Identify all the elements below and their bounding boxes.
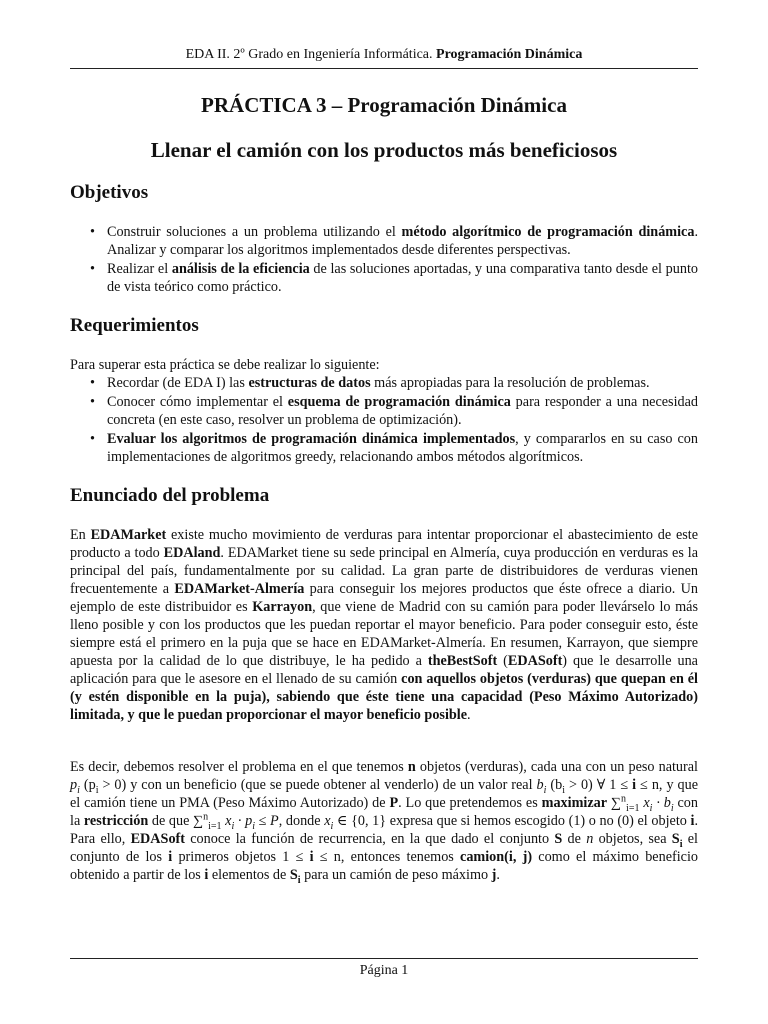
- text: para un camión de peso máximo: [300, 867, 492, 883]
- text: , que viene de Madrid con su camión para poder llevárselo lo más lleno posible y con los productos que les puedan reportar el mayor beneficio. Para poder conseguir esto, éste siempre está el primero en la puja que se hace en EDAMarket-Almería. En resumen, Karrayon, que siempre apuesta por la calidad de lo que distribuye, le ha pedido a: [70, 599, 698, 669]
- bullet-icon: •: [90, 394, 95, 410]
- math-sub: i: [543, 784, 547, 796]
- math-var: b: [536, 777, 544, 793]
- item-text: . Analizar y comparar los algoritmos implementados desde diferentes perspectivas.: [107, 224, 698, 258]
- emphasis: n: [407, 759, 416, 775]
- section-heading-requerimientos: Requerimientos: [70, 315, 199, 336]
- requerimientos-content: [70, 356, 698, 467]
- bullet-icon: •: [90, 261, 95, 277]
- text: (p: [79, 777, 96, 793]
- page-header: [70, 46, 698, 64]
- bullet-icon: •: [90, 431, 95, 447]
- math-var: · b: [652, 795, 671, 811]
- item-text: para responder a una necesidad concreta (en este caso, resolver un problema de optimización).: [107, 394, 699, 428]
- emphasis: S: [671, 831, 680, 847]
- sum-symbol: ∑: [193, 813, 204, 829]
- math-sub: i: [95, 784, 99, 796]
- text: objetos (verduras), cada una con un peso natural: [415, 759, 698, 775]
- item-text: , y compararlos en su caso con implementaciones de algoritmos greedy, relacionando ambos métodos algorítmicos.: [107, 431, 698, 465]
- emphasis: con aquellos objetos (verduras) que quepan en él (y estén disponible en la puja), sabiendo que éste tiene una capacidad (Peso Máximo Autorizado) limitada, y que le puedan proporcionar el mayor beneficio posible: [70, 671, 698, 723]
- emphasis: EDASoft: [130, 831, 185, 847]
- text: ∈ {0, 1} expresa que si hemos escogido (1) o no (0) el objeto: [333, 813, 691, 829]
- page-title: PRÁCTICA 3 – Programación Dinámica: [201, 93, 567, 117]
- emphasis: i: [168, 849, 173, 865]
- math-var: ≤ P: [254, 813, 279, 829]
- math-sub: i: [231, 820, 235, 832]
- emphasis: EDAMarket: [90, 527, 167, 543]
- objetivos-list: [70, 223, 698, 296]
- text: . Lo que pretendemos es: [398, 795, 542, 811]
- text: como el máximo beneficio obtenido a partir de los: [70, 849, 698, 883]
- enunciado-paragraph-2: [70, 758, 698, 884]
- item-emphasis: Evaluar los algoritmos de programación dinámica implementados: [107, 431, 516, 447]
- emphasis: S: [554, 831, 563, 847]
- item-text: Recordar (de EDA I) las: [107, 375, 249, 391]
- text: .: [467, 707, 471, 723]
- objetivos-content: [70, 223, 698, 297]
- header-divider: [70, 68, 698, 69]
- text: > 0) ∀ 1 ≤: [564, 777, 633, 793]
- text: . EDAMarket tiene su sede principal en Almería, cuya producción en verduras es la principal del país, fundamentalmente por su calidad. La gran parte de distribuidores de verduras vienen frecuentemente a: [70, 545, 699, 597]
- emphasis: P: [389, 795, 399, 811]
- item-emphasis: esquema de programación dinámica: [287, 394, 511, 410]
- list-item: [70, 223, 698, 259]
- enunciado-paragraph-1: [70, 526, 698, 724]
- item-text: de las soluciones aportadas, y una comparativa tanto desde el punto de vista teórico como práctico.: [107, 261, 698, 295]
- header-topic: Programación Dinámica: [436, 47, 583, 62]
- text: con la: [70, 795, 698, 829]
- math-sub: i: [670, 802, 674, 814]
- page-number: Página 1: [359, 963, 409, 978]
- text: .: [496, 867, 500, 883]
- list-item: [70, 393, 698, 429]
- math-sub: i: [562, 784, 565, 796]
- emphasis: restricción: [83, 813, 149, 829]
- section-heading-objetivos: Objetivos: [70, 182, 149, 203]
- item-text: más apropiadas para la resolución de problemas.: [370, 375, 650, 391]
- text: > 0) y con un beneficio (que se puede obtener al venderlo) de un valor real: [98, 777, 537, 793]
- item-emphasis: análisis de la eficiencia: [171, 261, 310, 277]
- requerimientos-list: [70, 374, 698, 466]
- text: (b: [546, 777, 563, 793]
- math-var: x: [324, 813, 331, 829]
- emphasis: i: [204, 867, 209, 883]
- math-sub: i: [330, 820, 334, 832]
- text: ) que le desarrolle una aplicación para que le asesore en el llenado de su camión: [70, 653, 698, 687]
- list-item: [70, 374, 698, 392]
- bullet-icon: •: [90, 224, 95, 240]
- item-emphasis: método algorítmico de programación dinámica: [401, 224, 695, 240]
- emphasis: theBestSoft: [427, 653, 498, 669]
- text: conoce la función de recurrencia, en la que dado el conjunto: [184, 831, 555, 847]
- bullet-icon: •: [90, 375, 95, 391]
- text: de que: [148, 813, 193, 829]
- text: ≤ n, y que el camión tiene un PMA (Peso Máximo Autorizado) de: [70, 777, 698, 811]
- formula-constraint: [193, 811, 279, 832]
- section-heading-enunciado: Enunciado del problema: [70, 485, 270, 506]
- math-sup: n: [621, 793, 627, 805]
- emphasis: maximizar: [541, 795, 608, 811]
- item-emphasis: estructuras de datos: [248, 375, 371, 391]
- math-sub: i: [77, 784, 80, 796]
- text: ≤ n, entonces tenemos: [313, 849, 461, 865]
- requerimientos-intro: Para superar esta práctica se debe realizar lo siguiente:: [70, 357, 380, 373]
- text: objetos, sea: [593, 831, 672, 847]
- item-text: Conocer cómo implementar el: [107, 394, 288, 410]
- emphasis: EDAMarket-Almería: [174, 581, 305, 597]
- emphasis: EDASoft: [507, 653, 563, 669]
- math-var: n: [586, 831, 594, 847]
- emphasis: S: [289, 867, 298, 883]
- emphasis: i: [632, 777, 637, 793]
- math-sub: i: [297, 874, 301, 886]
- text: Es decir, debemos resolver el problema en el que tenemos: [70, 759, 408, 775]
- text: para conseguir los mejores productos que éste ofrece a diario. Un ejemplo de este distribuidor es: [70, 581, 699, 615]
- text: el conjunto de los: [70, 831, 698, 865]
- text: . Para ello,: [70, 813, 698, 847]
- math-sup: n: [203, 811, 209, 823]
- text: (: [497, 653, 508, 669]
- emphasis: i: [309, 849, 314, 865]
- list-item: [70, 260, 698, 296]
- emphasis: i: [690, 813, 695, 829]
- math-sub: i=1: [208, 820, 222, 832]
- math-sub: i: [679, 838, 683, 850]
- math-sub: i: [252, 820, 255, 832]
- math-var: x: [639, 795, 650, 811]
- text: , donde: [278, 813, 325, 829]
- math-sub: i=1: [626, 802, 640, 814]
- emphasis: Karrayon: [252, 599, 313, 615]
- text: existe mucho movimiento de verduras para intentar proporcionar el abastecimiento de este producto a todo: [70, 527, 698, 561]
- math-var: · p: [234, 813, 253, 829]
- text: primeros objetos 1 ≤: [172, 849, 310, 865]
- math-sub: i: [649, 802, 653, 814]
- text: elementos de: [208, 867, 290, 883]
- math-var: p: [70, 777, 78, 793]
- text: En: [70, 527, 91, 543]
- text: de: [562, 831, 587, 847]
- math-var: x: [221, 813, 232, 829]
- emphasis: camion(i, j): [460, 849, 533, 865]
- paragraph: [70, 526, 698, 724]
- page-subtitle: Llenar el camión con los productos más beneficiosos: [150, 138, 618, 162]
- header-text: EDA II. 2º Grado en Ingeniería Informática.: [185, 47, 437, 62]
- emphasis: EDAland: [163, 545, 221, 561]
- item-text: Realizar el: [107, 261, 172, 277]
- emphasis: j: [491, 867, 497, 883]
- formula-objective: [610, 793, 674, 814]
- paragraph: [70, 758, 698, 884]
- item-text: Construir soluciones a un problema utilizando el: [107, 224, 402, 240]
- list-item: [70, 430, 698, 466]
- sum-symbol: ∑: [610, 795, 622, 811]
- footer-divider: [70, 958, 698, 959]
